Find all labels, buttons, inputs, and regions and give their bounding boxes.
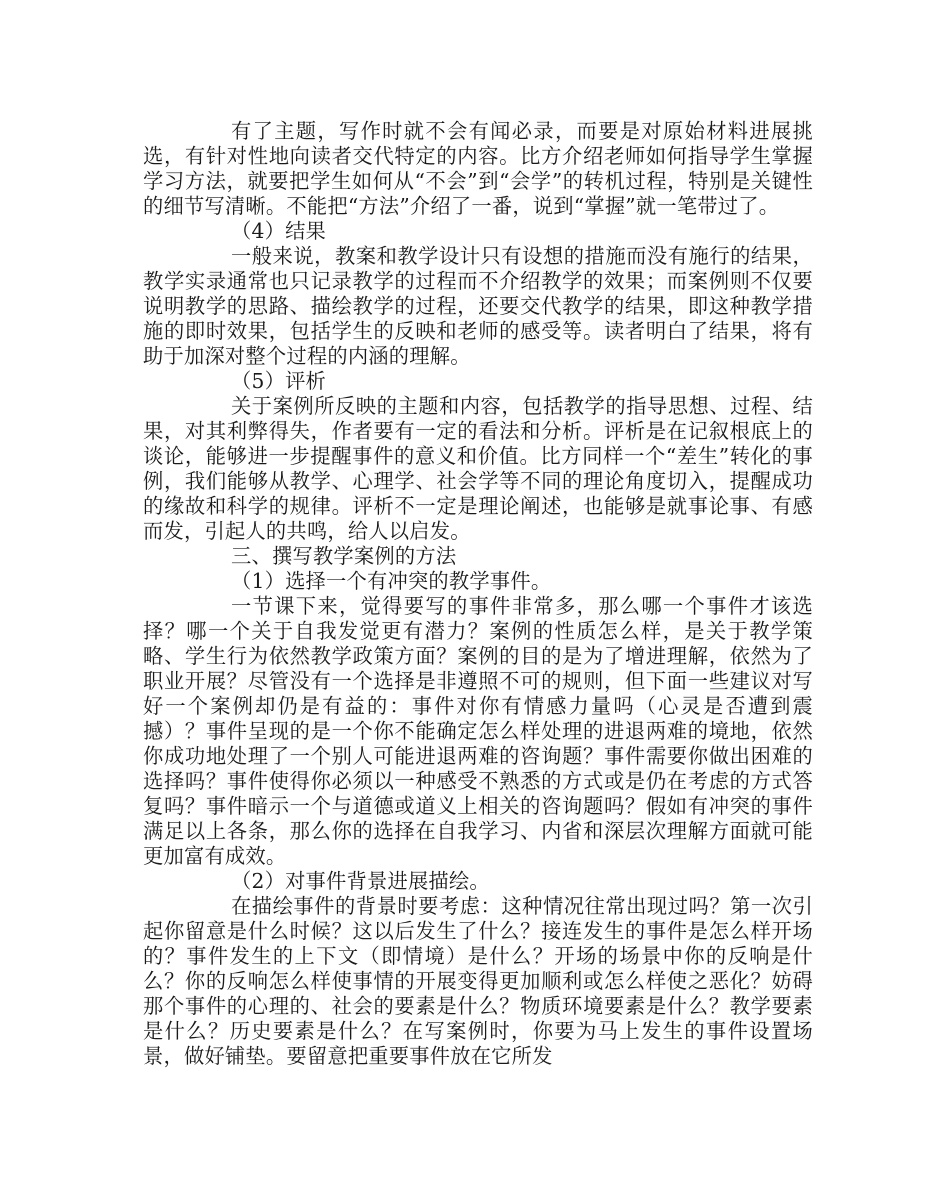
subheading-choose-event: （1）选择一个有冲突的教学事件。 xyxy=(231,569,552,593)
subheading-describe-background: （2）对事件背景进展描绘。 xyxy=(231,869,490,893)
paragraph-evaluation: 关于案例所反映的主题和内容，包括教学的指导思想、过程、结果，对其利弊得失，作者要有一定的看法和分析。评析是在记叙根底上的谈论，能够进一步提醒事件的意义和价值。比方同样一个“差生”转化的事例，我们能够从教学、心理学、社会学等不同的理论角度切入，提醒成功的缘故和科学的规律。评析不一定是理论阐述，也能够是就事论事、有感而发，引起人的共鸣，给人以启发。 xyxy=(143,394,813,543)
document-page xyxy=(143,119,813,1069)
paragraph-describe-background: 在描绘事件的背景时要考虑：这种情况往常出现过吗？第一次引起你留意是什么时候？这以后发生了什么？接连发生的事件是怎么样开场的？事件发生的上下文（即情境）是什么？开场的场景中你的反响是什么？你的反响怎么样使事情的开展变得更加顺利或怎么样使之恶化？妨碍那个事件的心理的、社会的要素是什么？物质环境要素是什么？教学要素是什么？历史要素是什么？在写案例时，你要为马上发生的事件设置场景，做好铺垫。要留意把重要事件放在它所发 xyxy=(143,894,813,1068)
section-heading-result: （4）结果 xyxy=(231,219,327,243)
section-heading-evaluation: （5）评析 xyxy=(231,369,327,393)
section-heading-methods: 三、撰写教学案例的方法 xyxy=(231,544,457,568)
paragraph-topic-selection: 有了主题，写作时就不会有闻必录，而要是对原始材料进展挑选，有针对性地向读者交代特定的内容。比方介绍老师如何指导学生掌握学习方法，就要把学生如何从“不会”到“会学”的转机过程，特别是关键性的细节写清晰。不能把“方法”介绍了一番，说到“掌握”就一笔带过了。 xyxy=(143,119,813,218)
paragraph-result: 一般来说，教案和教学设计只有设想的措施而没有施行的结果，教学实录通常也只记录教学的过程而不介绍教学的效果；而案例则不仅要说明教学的思路、描绘教学的过程，还要交代教学的结果，即这种教学措施的即时效果，包括学生的反映和老师的感受等。读者明白了结果，将有助于加深对整个过程的内涵的理解。 xyxy=(143,244,813,368)
paragraph-choose-event: 一节课下来，觉得要写的事件非常多，那么哪一个事件才该选择？哪一个关于自我发觉更有潜力？案例的性质怎么样，是关于教学策略、学生行为依然教学政策方面？案例的目的是为了增进理解，依然为了职业开展？尽管没有一个选择是非遵照不可的规则，但下面一些建议对写好一个案例却仍是有益的：事件对你有情感力量吗（心灵是否遭到震撼）？事件呈现的是一个你不能确定怎么样处理的进退两难的境地，依然你成功地处理了一个别人可能进退两难的咨询题？事件需要你做出困难的选择吗？事件使得你必须以一种感受不熟悉的方式或是仍在考虑的方式答复吗？事件暗示一个与道德或道义上相关的咨询题吗？假如有冲突的事件满足以上各条，那么你的选择在自我学习、内省和深层次理解方面就可能更加富有成效。 xyxy=(143,594,813,868)
